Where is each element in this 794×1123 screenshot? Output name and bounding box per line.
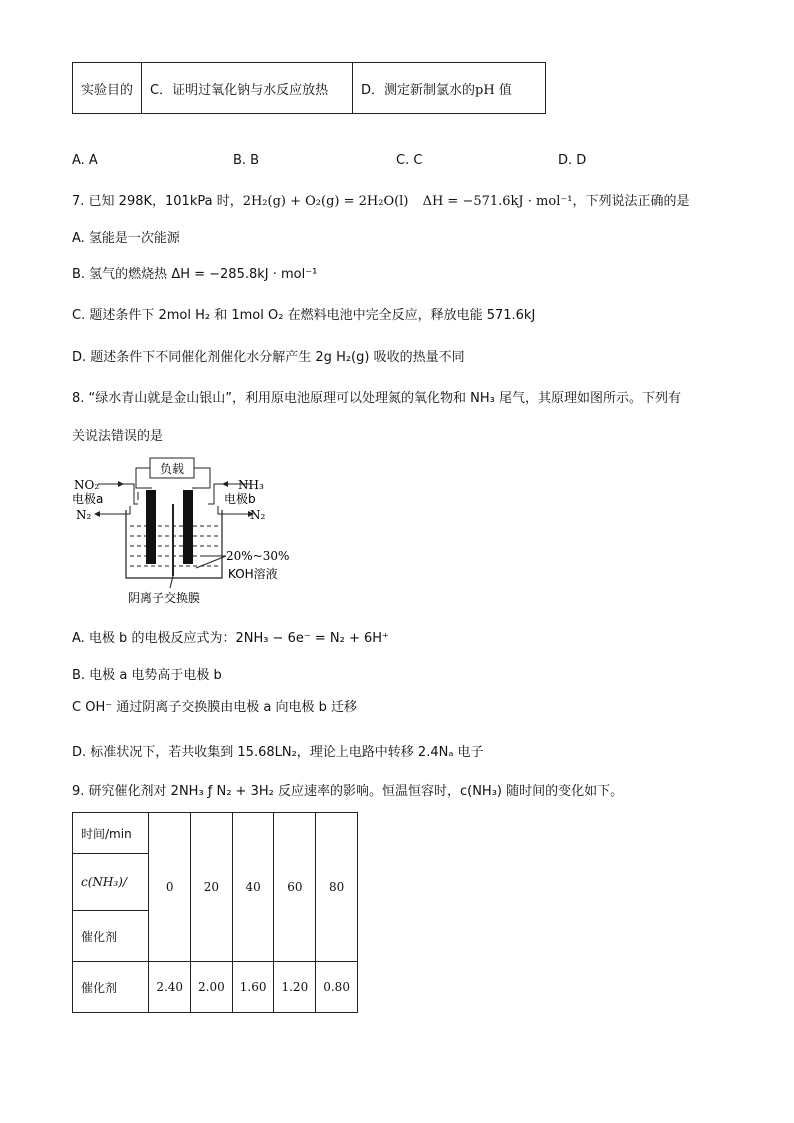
q7-stem-b: ，下列说法正确的是 (572, 194, 690, 209)
q8-stem-line1: 8. “绿水青山就是金山银山”，利用原电池原理可以处理氮的氧化物和 NH₃ 尾气，其原理如图所示。下列有 (72, 391, 681, 406)
label-membrane: 阴离子交换膜 (128, 591, 201, 605)
label-electrode-a: 电极a (72, 492, 104, 506)
cell-d-ph: pH (475, 82, 495, 98)
q6-option-d: D. D (558, 153, 587, 168)
label-koh: KOH溶液 (228, 567, 278, 581)
time-cell-0: 0 (149, 813, 191, 962)
value-cell: 2.40 (149, 962, 191, 1013)
q9-stem: 9. 研究催化剂对 2NH₃ ƒ N₂ + 3H₂ 反应速率的影响。恒温恒容时，c(NH₃) 随时间的变化如下。 (72, 784, 624, 799)
electrode-a (146, 490, 156, 564)
label-no2: NO₂ (74, 478, 100, 492)
time-cell-20: 20 (191, 813, 233, 962)
q7-option-a: A. 氢能是一次能源 (72, 231, 180, 246)
q7-equation: 2H₂(g) + O₂(g) = 2H₂O(l) (242, 194, 409, 209)
q7-stem-a: 7. 已知 298K，101kPa 时， (72, 194, 243, 209)
q8-option-d: D. 标准状况下，若共收集到 15.68LN₂，理论上电路中转移 2.4Nₐ 电子 (72, 745, 484, 760)
q8-option-c: C OH⁻ 通过阴离子交换膜由电极 a 向电极 b 迁移 (72, 700, 357, 715)
table-cell-c: C．证明过氧化钠与水反应放热 (142, 63, 353, 114)
row-label-time: 时间/min (73, 813, 149, 854)
label-n2-right: N₂ (250, 508, 266, 522)
row-label-catalyst: 催化剂 (73, 911, 149, 962)
table-cell-d (353, 63, 546, 114)
q6-option-b: B. B (233, 153, 260, 168)
q7-option-d: D. 题述条件下不同催化剂催化水分解产生 2g H₂(g) 吸收的热量不同 (72, 350, 465, 365)
experiment-table (72, 62, 546, 114)
label-koh-percent: 20%~30% (226, 549, 290, 563)
q7-stem (72, 190, 689, 209)
q8-option-a: A. 电极 b 的电极反应式为：2NH₃ − 6e⁻ = N₂ + 6H⁺ (72, 631, 389, 646)
label-electrode-b: 电极b (224, 492, 256, 506)
cell-d-text: D．测定新制氯水的 (361, 82, 476, 98)
time-cell-80: 80 (316, 813, 358, 962)
time-cell-40: 40 (232, 813, 274, 962)
q6-option-c: C. C (396, 153, 423, 168)
q8-stem-line2: 关说法错误的是 (72, 429, 164, 444)
row2-label: 催化剂 (73, 962, 149, 1013)
q7-option-c: C. 题述条件下 2mol H₂ 和 1mol O₂ 在燃料电池中完全反应，释放电能 571.6kJ (72, 308, 536, 323)
fuel-cell-diagram (72, 452, 322, 610)
row-label-conc: c(NH₃)/ (73, 854, 149, 911)
value-cell: 1.60 (232, 962, 274, 1013)
electrode-b (183, 490, 193, 564)
time-cell-60: 60 (274, 813, 316, 962)
q6-option-a: A. A (72, 153, 98, 168)
q8-option-b: B. 电极 a 电势高于电极 b (72, 668, 222, 683)
label-nh3: NH₃ (238, 478, 264, 492)
concentration-table (72, 812, 358, 1013)
label-n2-left: N₂ (76, 508, 92, 522)
value-cell: 2.00 (191, 962, 233, 1013)
load-label: 负载 (159, 462, 185, 476)
q7-option-b: B. 氢气的燃烧热 ΔH = −285.8kJ · mol⁻¹ (72, 267, 318, 282)
table-header-purpose: 实验目的 (73, 63, 142, 114)
value-cell: 1.20 (274, 962, 316, 1013)
value-cell: 0.80 (316, 962, 358, 1013)
cell-d-suffix: 值 (494, 82, 512, 98)
q7-dh: ΔH = −571.6kJ · mol⁻¹ (422, 194, 573, 209)
